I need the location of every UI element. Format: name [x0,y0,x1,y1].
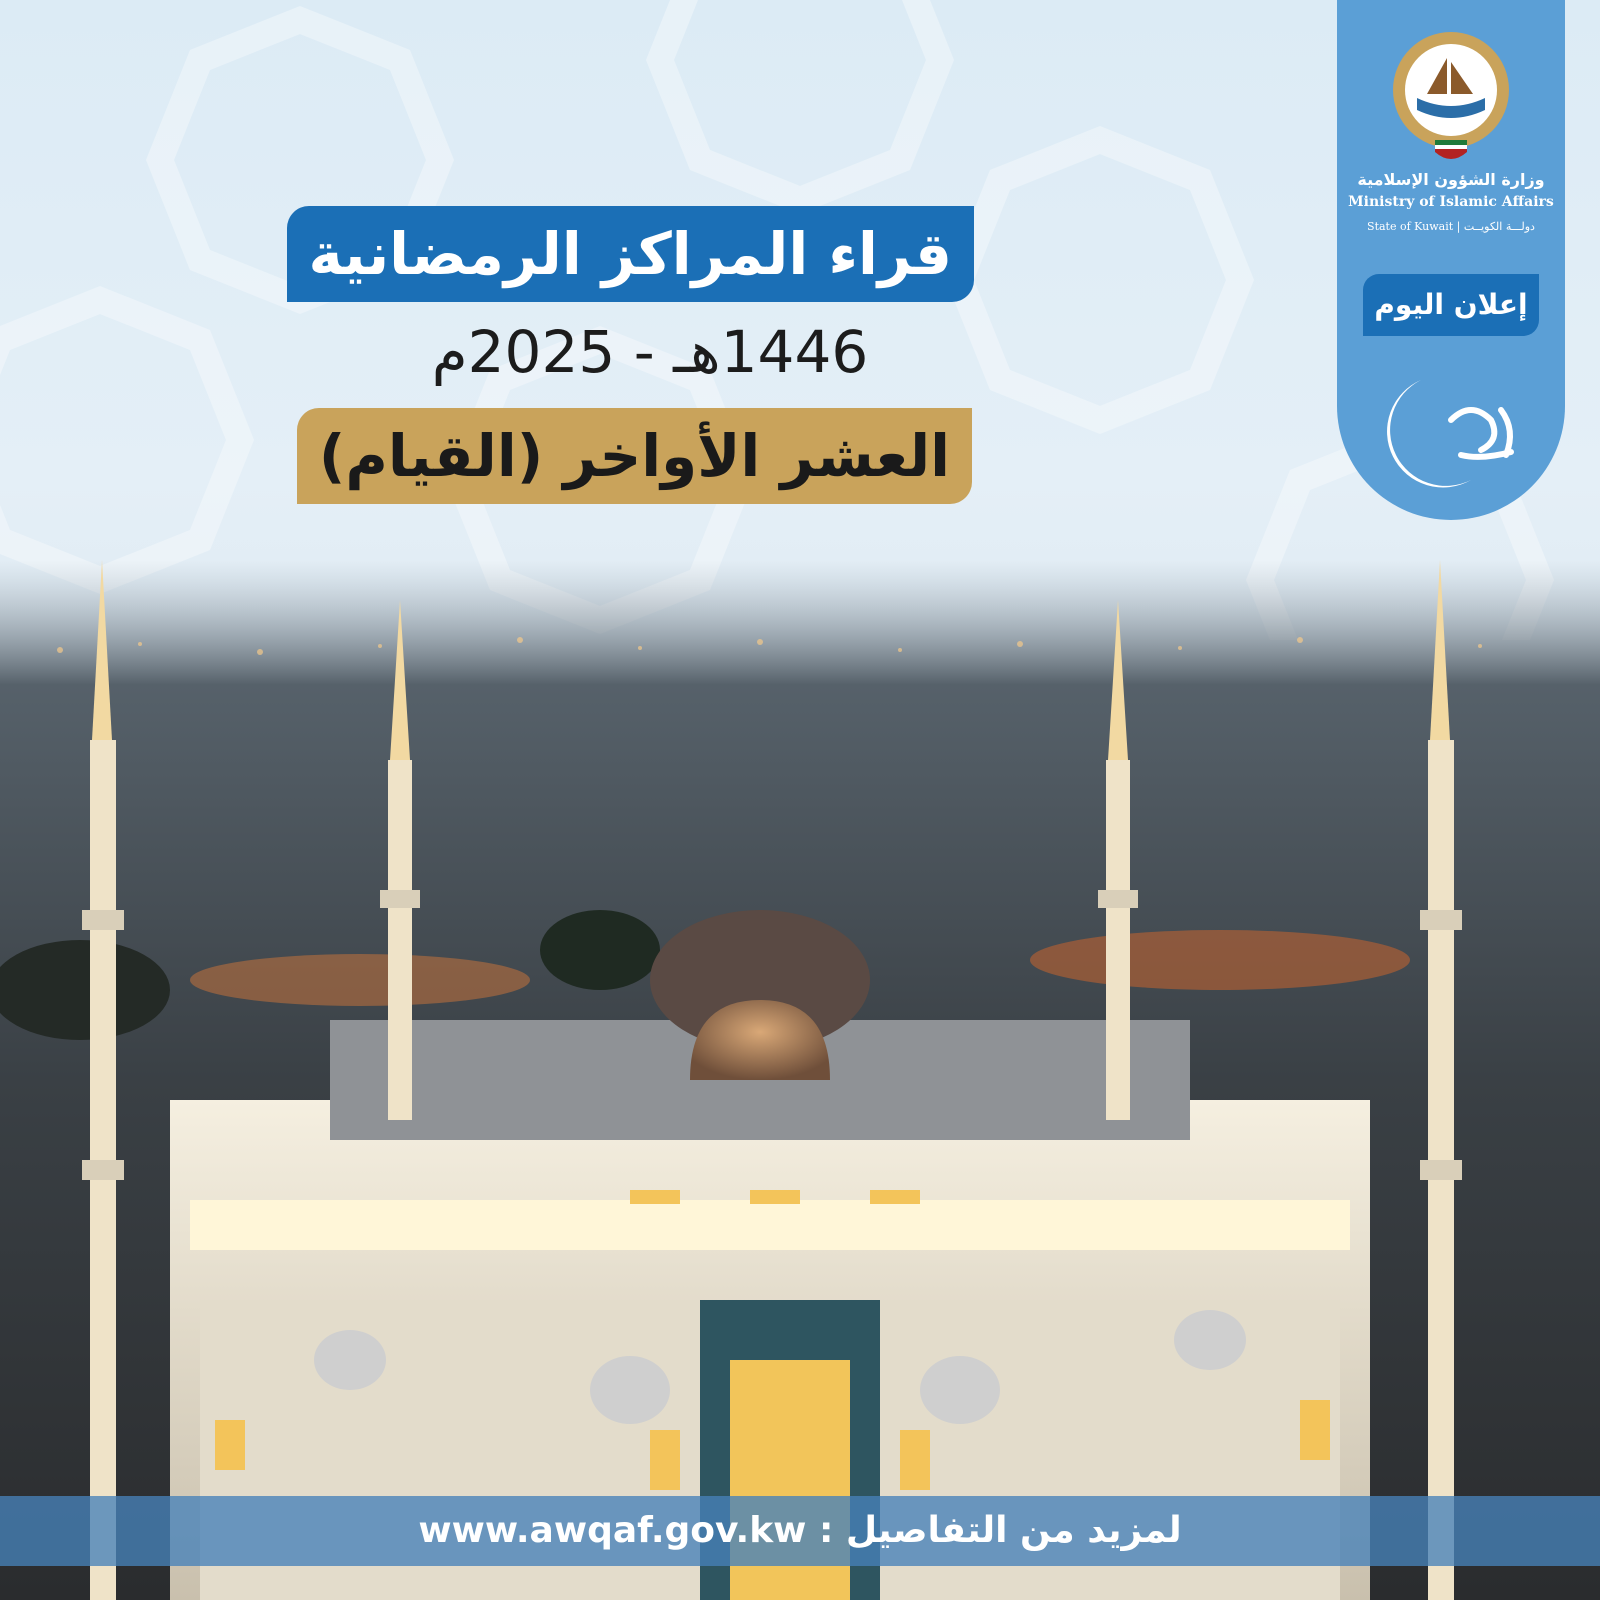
ministry-badge [1337,0,1565,520]
page-title: قراء المراكز الرمضانية [287,206,975,302]
ministry-name-english: Ministry of Islamic Affairs [1348,194,1554,210]
ramadan-calligraphy-icon [1351,360,1551,500]
state-of-kuwait-label: State of Kuwait | دولـــة الكويــت [1367,220,1535,233]
website-link[interactable]: لمزيد من التفاصيل : www.awqaf.gov.kw [418,1510,1182,1551]
ministry-name-arabic: وزارة الشؤون الإسلامية [1357,170,1545,189]
subtitle-badge: العشر الأواخر (القيام) [297,408,972,504]
announcement-badge: إعلان اليوم [1363,274,1539,336]
year-label: 1446هـ - 2025م [431,318,869,386]
mosque-photo [0,560,1600,1600]
footer-bar [0,1496,1600,1566]
kuwait-emblem-icon [1387,28,1515,168]
